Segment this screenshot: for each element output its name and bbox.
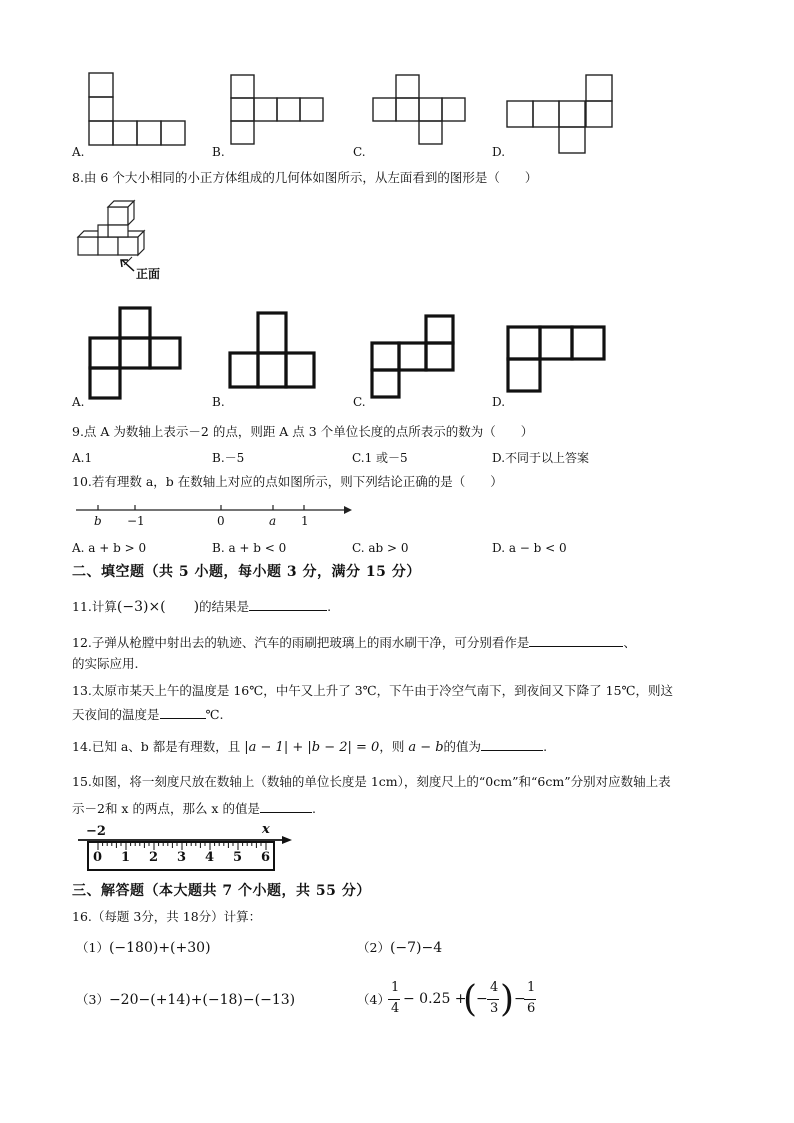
q11 [72, 598, 331, 615]
q15-tick-5: 5 [233, 850, 243, 865]
q9-option-a[interactable]: A.1 [72, 451, 93, 465]
section-2-title: 二、填空题（共 5 小题，每小题 3 分，满分 15 分） [72, 564, 421, 580]
q13-unit: ℃. [205, 707, 224, 722]
q9-option-d[interactable]: D.不同于以上答案 [492, 451, 590, 465]
q7-option-c[interactable]: C. [353, 145, 366, 159]
q15-tick-0: 0 [93, 850, 103, 865]
q8-view-d [506, 325, 616, 405]
q15-ruler-minus2: −2 [86, 824, 106, 839]
q7-net-d [506, 74, 626, 164]
q16-part4-label: （4） [357, 992, 390, 1007]
q10-axis-a: a [269, 514, 277, 528]
q16-part1 [76, 940, 211, 956]
q8-option-a[interactable]: A. [72, 395, 85, 409]
q16-frac3-bar [524, 999, 536, 1000]
q15-line2 [72, 800, 316, 817]
q7-net-a [88, 72, 178, 162]
q15-tick-2: 2 [149, 850, 159, 865]
q16-part3 [76, 992, 295, 1008]
q10-axis-0: 0 [217, 514, 225, 528]
q15-answer-blank[interactable] [260, 800, 312, 813]
q15-tick-6: 6 [261, 850, 271, 865]
q8-front-label: 正面 [136, 267, 161, 281]
q16-intro: 16.（每题 3分，共 18分）计算： [72, 909, 262, 924]
q12-answer-blank-1[interactable] [529, 634, 623, 647]
q16-frac3-num: 1 [527, 980, 536, 995]
q7-net-b [230, 74, 330, 154]
q16-part2-label: （2） [357, 940, 390, 955]
q7-option-a[interactable]: A. [72, 145, 85, 159]
q15-end: . [311, 801, 316, 816]
q15-ruler [76, 826, 306, 876]
q11-end: . [327, 599, 332, 614]
q16-part1-label: （1） [76, 940, 109, 955]
q7-net-c [372, 74, 472, 154]
q16-part4-minus: − [476, 991, 488, 1007]
q16-part3-label: （3） [76, 992, 109, 1007]
q14-answer-blank[interactable] [481, 738, 543, 751]
q8-question: 8.由 6 个大小相同的小正方体组成的几何体如图所示，从左面看到的图形是（ ） [72, 170, 538, 185]
q16-left-paren: ( [463, 979, 478, 1020]
q16-frac1-bar [388, 999, 400, 1000]
q16-frac1-num: 1 [391, 980, 400, 995]
q9-option-c[interactable]: C.1 或－5 [352, 451, 408, 465]
q16-frac2-den: 3 [490, 1001, 499, 1016]
q12-line1 [72, 634, 636, 651]
q11-prefix: 11.计算 [72, 599, 117, 614]
q9-option-b[interactable]: B.－5 [212, 451, 245, 465]
q10-axis-minus1: −1 [127, 514, 145, 528]
q7-option-b[interactable]: B. [212, 145, 225, 159]
q8-view-c [372, 314, 472, 404]
q10-option-a[interactable]: A. a + b > 0 [72, 541, 147, 555]
q14-suffix: 的值为 [443, 739, 482, 754]
q8-option-c[interactable]: C. [353, 395, 366, 409]
q15-ruler-x: x [262, 822, 270, 837]
q15-tick-1: 1 [121, 850, 131, 865]
q14-expr: |a − 1| + |b − 2| = 0 [244, 740, 380, 755]
q8-view-b [228, 311, 328, 401]
q10-option-b[interactable]: B. a + b < 0 [212, 541, 287, 555]
q16-frac1-den: 4 [391, 1001, 400, 1016]
q11-answer-blank[interactable] [249, 598, 327, 611]
q14-expr2: a − b [408, 740, 444, 755]
q10-axis-b: b [94, 514, 102, 528]
q13-answer-blank[interactable] [160, 706, 206, 719]
q8-option-b[interactable]: B. [212, 395, 225, 409]
q12-text: 12.子弹从枪膛中射出去的轨迹、汽车的雨刷把玻璃上的雨水刷干净，可分别看作是 [72, 635, 530, 650]
q16-part2-expr: (−7)−4 [389, 940, 443, 956]
q12-line2: 的实际应用. [72, 656, 139, 671]
q14-mid: ，则 [379, 739, 405, 754]
q10-axis-1: 1 [301, 514, 309, 528]
section-3-title: 三、解答题（本大题共 7 个小题，共 55 分） [72, 883, 371, 899]
q15-line1: 15.如图，将一刻度尺放在数轴上（数轴的单位长度是 1cm），刻度尺上的“0cm”和“6cm”分别对应数轴上表 [72, 774, 671, 789]
q16-part1-expr: (−180)+(+30) [108, 940, 211, 956]
q16-frac2-bar [487, 999, 499, 1000]
q10-question: 10.若有理数 a，b 在数轴上对应的点如图所示，则下列结论正确的是（ ） [72, 474, 503, 489]
q13-text: 天夜间的温度是 [72, 707, 160, 722]
q14 [72, 738, 547, 756]
q16-part4-mid: − 0.25 + [403, 991, 467, 1007]
q16-right-paren: ) [500, 979, 515, 1020]
q16-part3-expr: −20−(+14)+(−18)−(−13) [108, 992, 296, 1008]
q9-question: 9.点 A 为数轴上表示－2 的点，则距 A 点 3 个单位长度的点所表示的数为（ ） [72, 424, 534, 439]
q15-tick-3: 3 [177, 850, 187, 865]
q10-option-d[interactable]: D. a − b < 0 [492, 541, 567, 555]
q16-frac2-num: 4 [490, 980, 499, 995]
q14-prefix: 14.已知 a、b 都是有理数，且 [72, 739, 241, 754]
q11-expr: (−3)×( ) [116, 599, 200, 615]
q12-sep: 、 [623, 635, 636, 650]
q13-line1: 13.太原市某天上午的温度是 16℃，中午又上升了 3℃，下午由于冷空气南下，到夜间又下降了 15℃，则这 [72, 683, 674, 698]
q16-frac3-den: 6 [527, 1001, 536, 1016]
q16-part4-minus2: − [514, 991, 526, 1007]
q10-option-c[interactable]: C. ab > 0 [352, 541, 409, 555]
q15-tick-4: 4 [205, 850, 215, 865]
q13-line2 [72, 706, 223, 723]
q14-end: . [543, 739, 548, 754]
q15-text: 示－2和 x 的两点，那么 x 的值是 [72, 801, 260, 816]
q8-option-d[interactable]: D. [492, 395, 506, 409]
q16-part2 [357, 940, 442, 956]
q7-option-d[interactable]: D. [492, 145, 506, 159]
q11-suffix: 的结果是 [199, 599, 250, 614]
q8-view-a [88, 306, 198, 406]
